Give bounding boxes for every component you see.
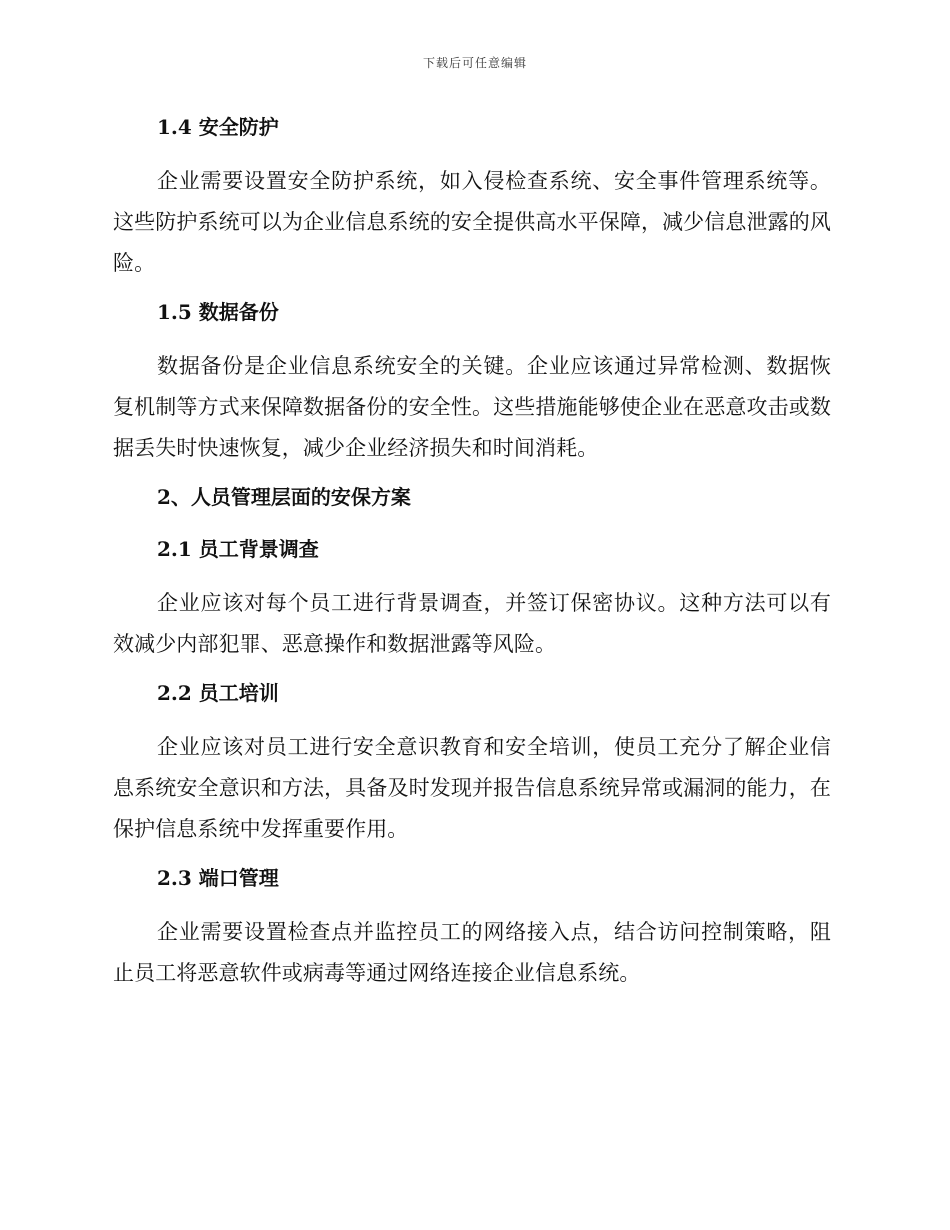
section-heading-1-4: 1.4 安全防护 <box>157 115 279 139</box>
document-body <box>113 109 831 1004</box>
section-heading-2-1: 2.1 员工背景调查 <box>157 537 319 561</box>
section-heading-2-2: 2.2 员工培训 <box>157 681 279 705</box>
section-body-1-5: 数据备份是企业信息系统安全的关键。企业应该通过异常检测、数据恢复机制等方式来保障数据备份的安全性。这些措施能够使企业在恶意攻击或数据丢失时快速恢复，减少企业经济损失和时间消耗。 <box>113 354 831 460</box>
section-body-1-4: 企业需要设置安全防护系统，如入侵检查系统、安全事件管理系统等。这些防护系统可以为企业信息系统的安全提供高水平保障，减少信息泄露的风险。 <box>113 169 831 275</box>
section-body-2-2: 企业应该对员工进行安全意识教育和安全培训，使员工充分了解企业信息系统安全意识和方法，具备及时发现并报告信息系统异常或漏洞的能力，在保护信息系统中发挥重要作用。 <box>113 735 831 841</box>
section-heading-2: 2、人员管理层面的安保方案 <box>157 485 411 509</box>
section-heading-1-5: 1.5 数据备份 <box>157 300 279 324</box>
page-header-note: 下载后可任意编辑 <box>422 56 527 70</box>
section-body-2-3: 企业需要设置检查点并监控员工的网络接入点，结合访问控制策略，阻止员工将恶意软件或病毒等通过网络连接企业信息系统。 <box>113 920 831 985</box>
section-body-2-1: 企业应该对每个员工进行背景调查，并签订保密协议。这种方法可以有效减少内部犯罪、恶意操作和数据泄露等风险。 <box>113 591 831 656</box>
section-heading-2-3: 2.3 端口管理 <box>157 866 279 890</box>
